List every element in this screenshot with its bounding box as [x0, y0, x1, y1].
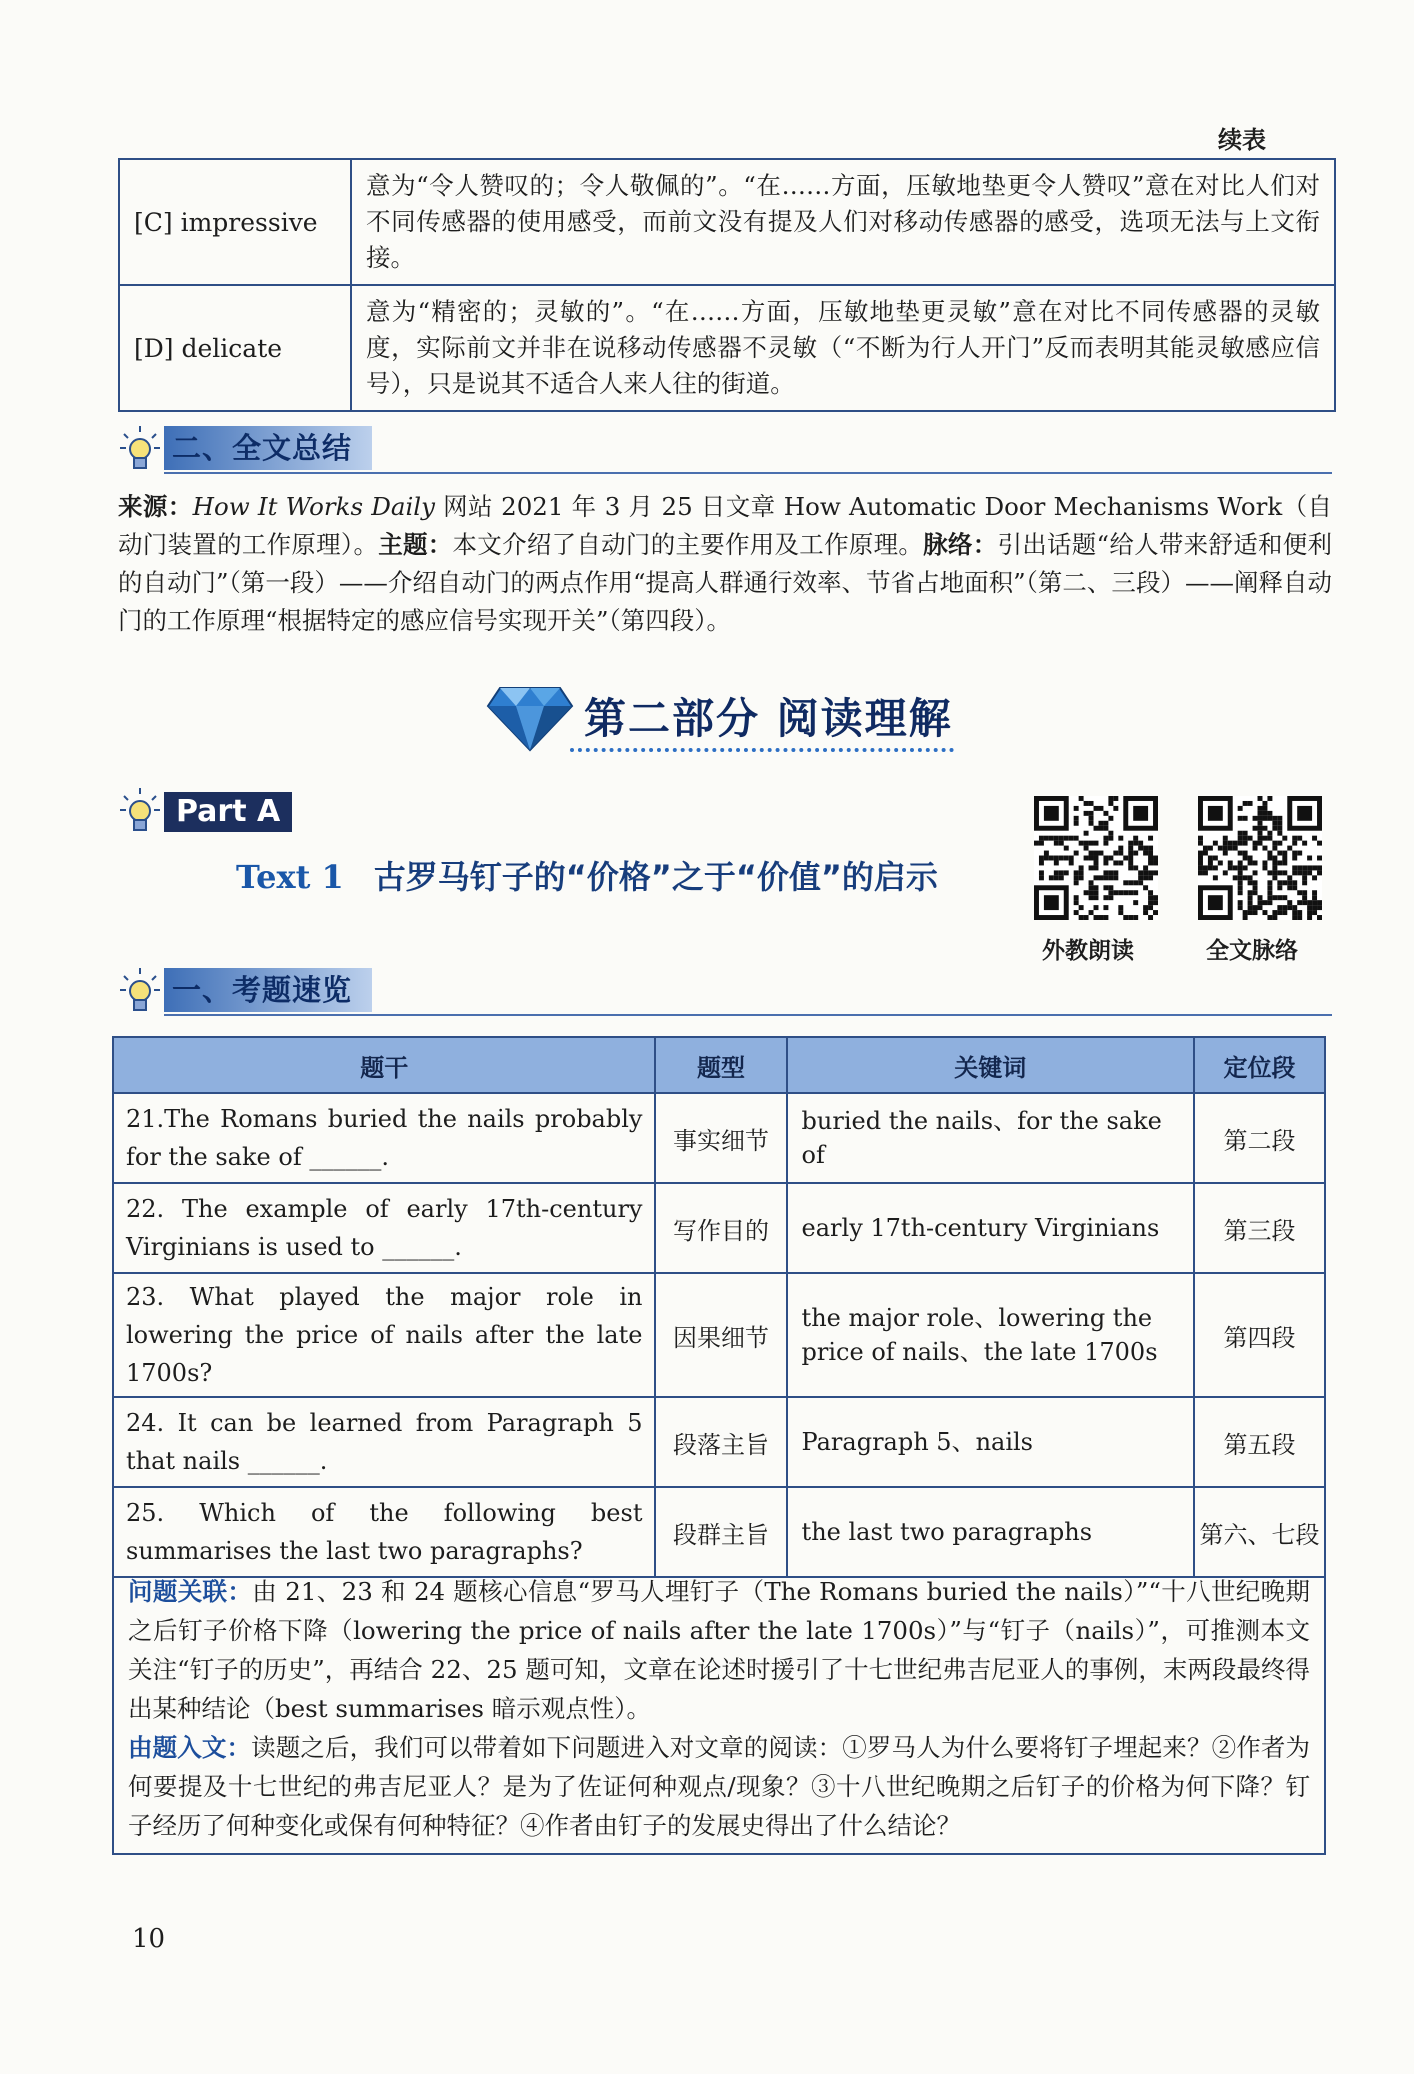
question-stem	[113, 1183, 655, 1273]
section-title: 二、全文总结	[164, 426, 372, 470]
answer-blank: ______	[247, 1447, 320, 1475]
qr-label: 全文脉络	[1206, 938, 1298, 964]
notes-label: 由题入文：	[128, 1733, 252, 1762]
option-explanation: 意为“令人赞叹的；令人敬佩的”。“在……方面，压敏地垫更令人赞叹”意在对比人们对不同传感器的使用感受，而前文没有提及人们对移动传感器的感受，选项无法与上文衔接。	[366, 171, 1320, 272]
column-header: 题干	[113, 1037, 655, 1093]
diamond-icon	[486, 678, 574, 752]
question-type: 段群主旨	[655, 1487, 786, 1577]
question-stem	[113, 1093, 655, 1183]
question-keywords: the last two paragraphs	[787, 1487, 1194, 1577]
lightbulb-icon	[118, 786, 162, 836]
qr-block-reading	[1034, 796, 1158, 965]
question-stem	[113, 1487, 655, 1577]
lightbulb-icon	[118, 424, 162, 474]
analysis-notes	[112, 1566, 1326, 1855]
text-heading: 古罗马钉子的“价格”之于“价值”的启示	[373, 858, 938, 896]
table-row	[113, 1487, 1325, 1577]
options-table	[118, 158, 1336, 412]
locate-paragraph: 第四段	[1194, 1273, 1325, 1397]
options-row	[120, 284, 1334, 410]
table-row	[113, 1273, 1325, 1397]
source-text: 网站 2021 年 3 月 25 日文章 How Automatic Door Mechanisms Work（自动门装置的工作原理）。	[118, 492, 1332, 559]
stem-end: .	[381, 1143, 389, 1171]
table-row	[113, 1183, 1325, 1273]
section-header-overview	[118, 962, 1332, 1022]
table-header-row	[113, 1037, 1325, 1093]
question-stem	[113, 1397, 655, 1487]
text-number: Text 1	[236, 858, 344, 896]
lightbulb-icon	[118, 966, 162, 1016]
column-header: 定位段	[1194, 1037, 1325, 1093]
section-rule	[164, 472, 1332, 474]
section-header-summary	[118, 420, 1332, 480]
question-type: 写作目的	[655, 1183, 786, 1273]
option-explanation: 意为“精密的；灵敏的”。“在……方面，压敏地垫更灵敏”意在对比不同传感器的灵敏度，实际前文并非在说移动传感器不灵敏（“不断为行人开门”反而表明其能灵敏感应信号），只是说其不适合人来人往的街道。	[366, 297, 1320, 398]
question-stem	[113, 1273, 655, 1397]
summary-paragraph	[118, 488, 1332, 640]
locate-paragraph: 第三段	[1194, 1183, 1325, 1273]
stem-text: 25. Which of the following best summarises the last two paragraphs?	[126, 1499, 643, 1565]
page-number: 10	[132, 1924, 166, 1954]
question-keywords: buried the nails、for the sake of	[787, 1093, 1194, 1183]
locate-paragraph: 第五段	[1194, 1397, 1325, 1487]
topic-label: 主题：	[378, 530, 453, 559]
source-title: How It Works Daily	[192, 492, 435, 521]
stem-end: .	[454, 1233, 462, 1261]
option-label: [C] impressive	[120, 160, 352, 284]
section-rule	[164, 1014, 1332, 1016]
stem-text: 24. It can be learned from Paragraph 5 that nails	[126, 1409, 643, 1475]
stem-text: 21.The Romans buried the nails probably for the sake of	[126, 1105, 643, 1171]
table-row	[113, 1397, 1325, 1487]
question-type: 段落主旨	[655, 1397, 786, 1487]
qr-code-icon[interactable]	[1034, 796, 1158, 920]
column-header: 题型	[655, 1037, 786, 1093]
notes-label: 问题关联：	[128, 1577, 253, 1606]
qr-block-outline	[1198, 796, 1322, 965]
question-keywords: early 17th-century Virginians	[787, 1183, 1194, 1273]
question-keywords: the major role、lowering the price of nails、the late 1700s	[787, 1273, 1194, 1397]
options-row	[120, 160, 1334, 284]
question-type: 事实细节	[655, 1093, 786, 1183]
source-label: 来源：	[118, 492, 193, 521]
stem-end: .	[319, 1447, 328, 1475]
qr-code-icon[interactable]	[1198, 796, 1322, 920]
column-header: 关键词	[787, 1037, 1194, 1093]
answer-blank: ______	[382, 1233, 455, 1261]
table-row	[113, 1093, 1325, 1183]
locate-paragraph: 第二段	[1194, 1093, 1325, 1183]
stem-text: 23. What played the major role in lowering the price of nails after the late 1700s?	[126, 1283, 643, 1387]
question-table	[112, 1036, 1326, 1578]
locate-paragraph: 第六、七段	[1194, 1487, 1325, 1577]
option-label: [D] delicate	[120, 286, 352, 410]
title-dotted-rule	[570, 748, 954, 752]
notes-text: 由 21、23 和 24 题核心信息“罗马人埋钉子（The Romans buried the nails）”“十八世纪晚期之后钉子价格下降（lowering the price of nails after the late 1700s）”与“钉子（nails）”，可推测本文关注“钉子的历史”，再结合 22、25 题可知，文章在论述时援引了十七世纪弗吉尼亚人的事例，末两段最终得出某种结论（best summarises 暗示观点性）。	[128, 1577, 1310, 1723]
text-title	[236, 852, 938, 898]
section-title: 一、考题速览	[164, 968, 372, 1012]
qr-label: 外教朗读	[1042, 938, 1134, 964]
part-title	[486, 678, 1006, 758]
continuation-label: 续表	[1218, 126, 1266, 154]
notes-text: 读题之后，我们可以带着如下问题进入对文章的阅读：①罗马人为什么要将钉子埋起来？②作者为何要提及十七世纪的弗吉尼亚人？是为了佐证何种观点/现象？③十八世纪晚期之后钉子的价格为何下降？钉子经历了何种变化或保有何种特征？④作者由钉子的发展史得出了什么结论？	[128, 1733, 1310, 1840]
part-a-label: Part A	[164, 792, 292, 832]
question-type: 因果细节	[655, 1273, 786, 1397]
question-keywords: Paragraph 5、nails	[787, 1397, 1194, 1487]
answer-blank: ______	[309, 1143, 382, 1171]
context-label: 脉络：	[923, 530, 998, 559]
context-text: 引出话题“给人带来舒适和便利的自动门”（第一段）——介绍自动门的两点作用“提高人群通行效率、节省占地面积”（第二、三段）——阐释自动门的工作原理“根据特定的感应信号实现开关”（第四段）。	[118, 530, 1332, 635]
stem-text: 22. The example of early 17th-century Virginians is used to	[126, 1195, 643, 1261]
topic-text: 本文介绍了自动门的主要作用及工作原理。	[452, 530, 924, 559]
part-title-text: 第二部分 阅读理解	[584, 694, 953, 743]
